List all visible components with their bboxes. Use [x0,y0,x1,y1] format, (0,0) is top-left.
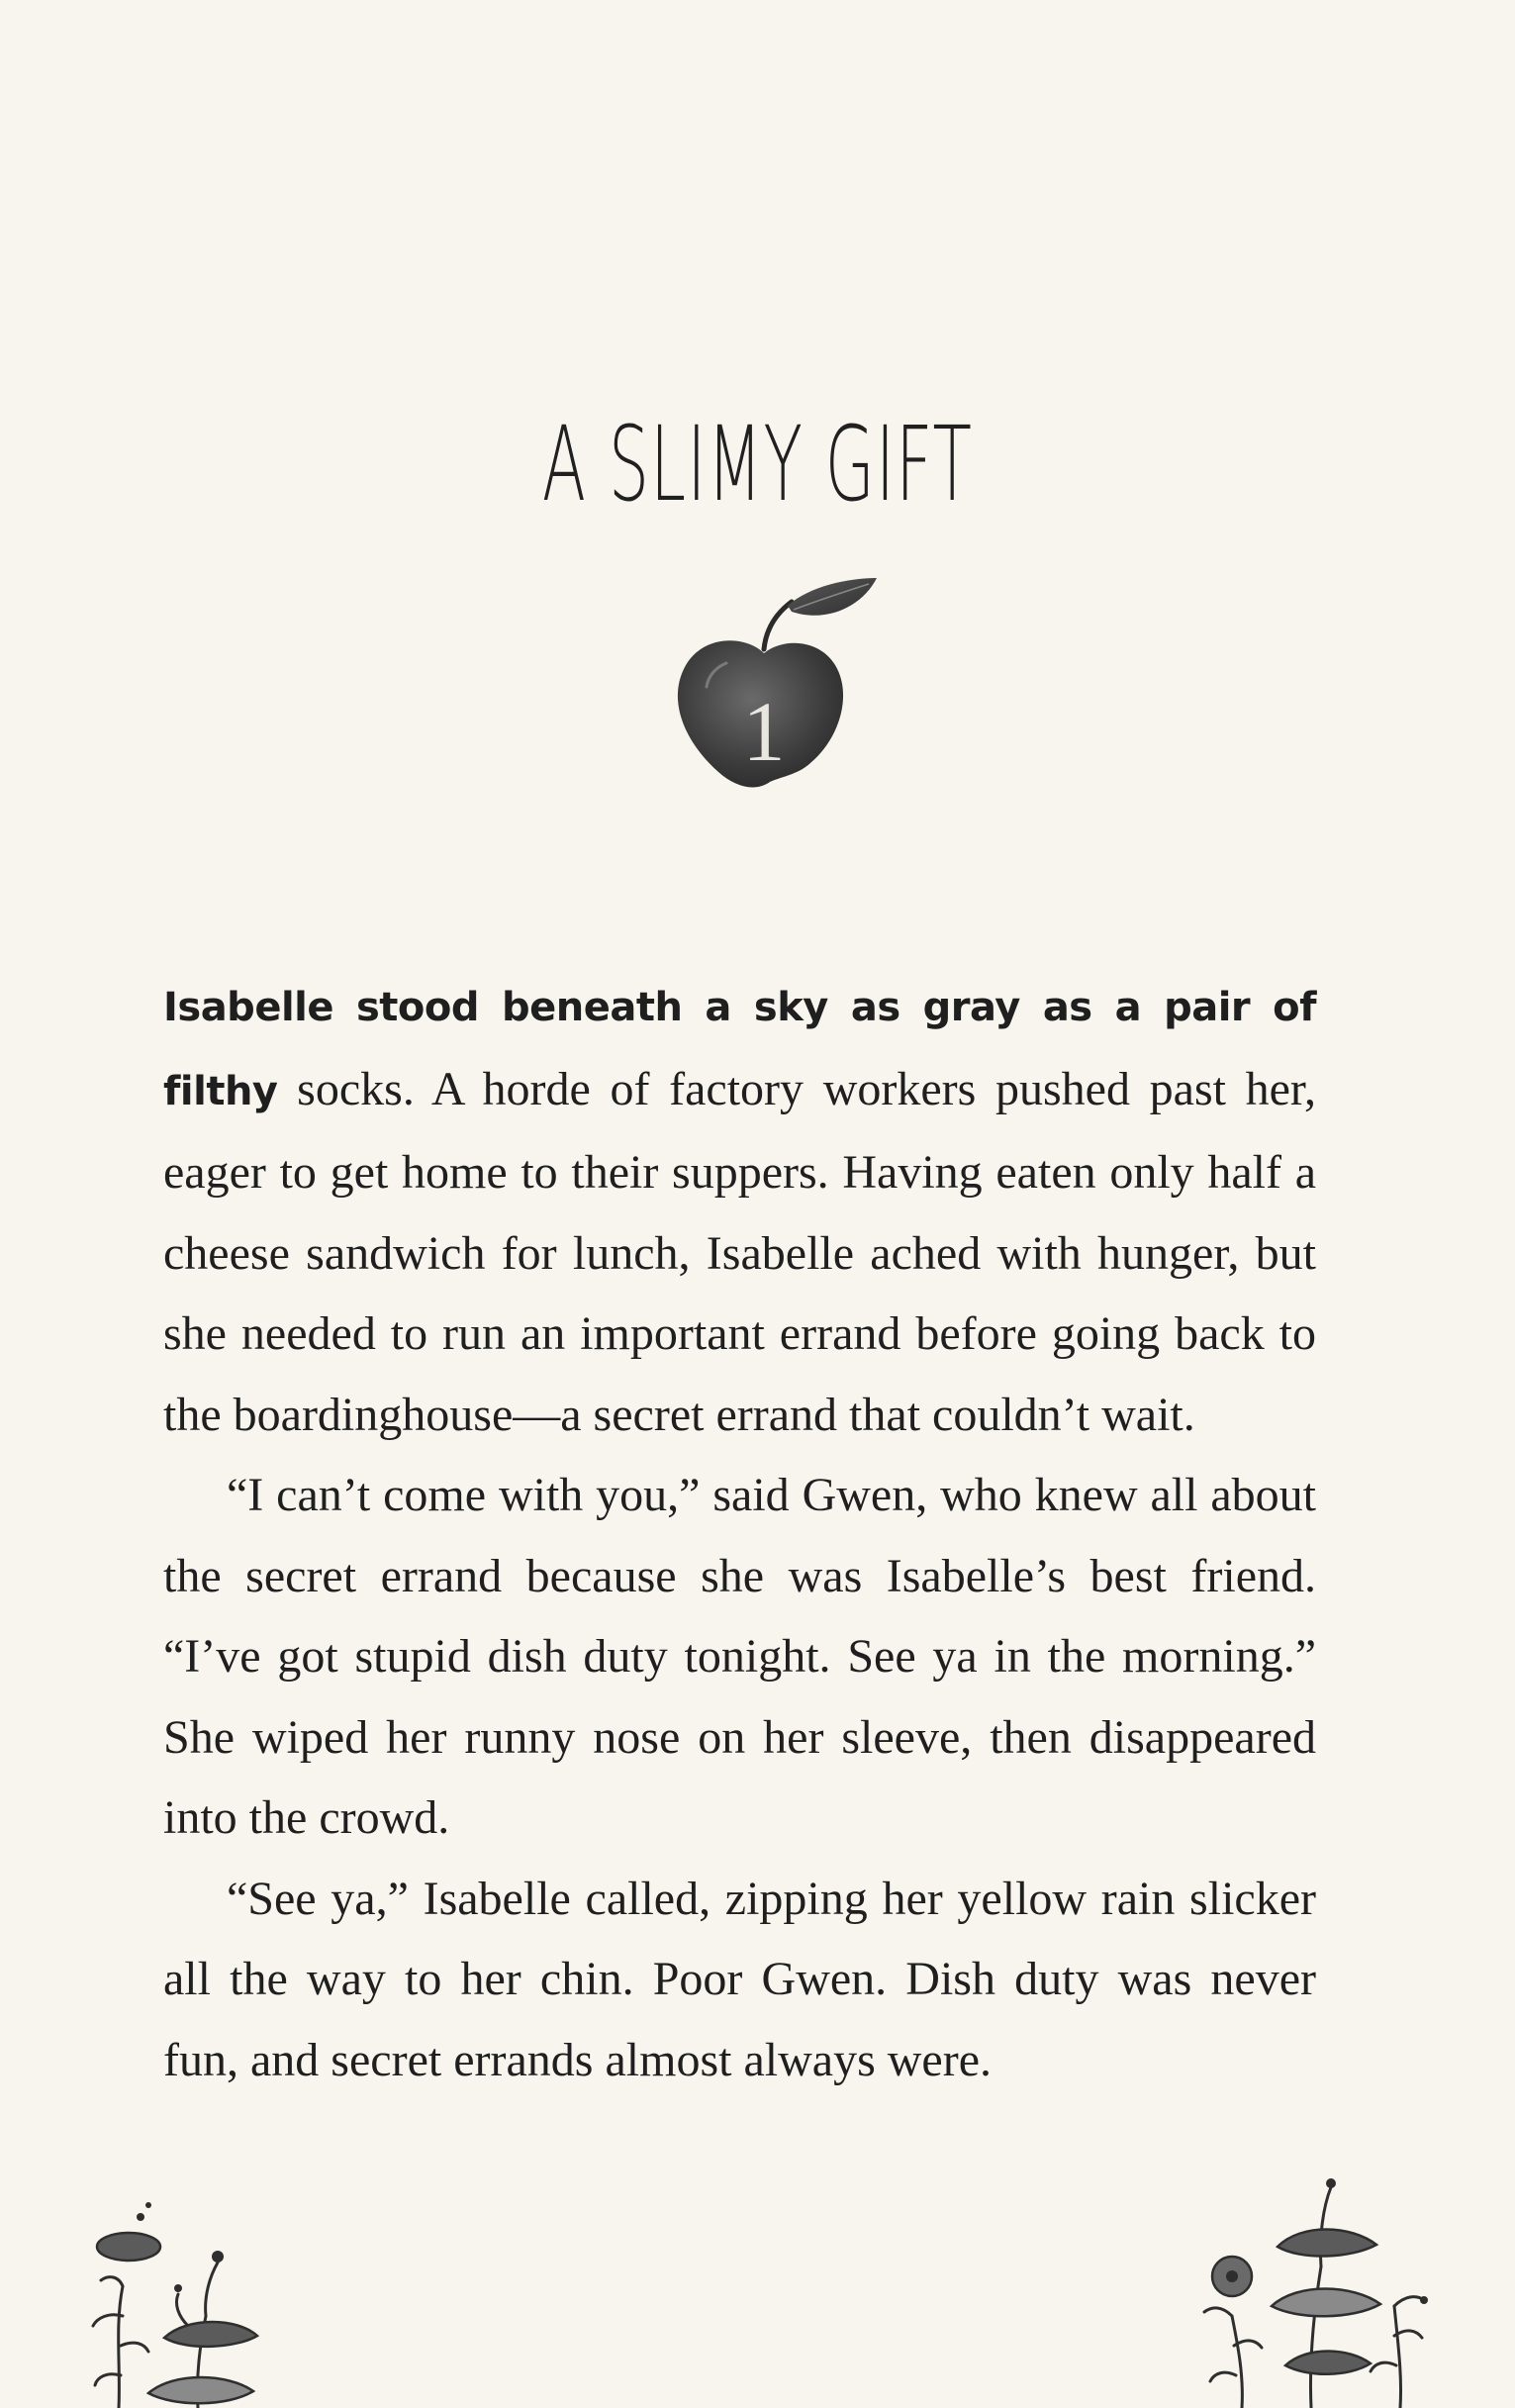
paragraph-2: “I can’t come with you,” said Gwen, who knew all about the secret errand because she was Isabelle’s best friend. “I’ve got stupid dish duty tonight. See ya in the morning.” She wiped her runny nose on her sleeve, then disappeared into the crowd. [163,1469,1316,1844]
flower-doodle-icon [79,2177,297,2408]
paragraph-3: “See ya,” Isabelle called, zipping her yellow rain slicker all the way to her chin. Poor Gwen. Dish duty was never fun, and secret errands almost always were. [163,1872,1316,2086]
apple-icon [661,572,889,795]
paragraph-1-text: socks. A horde of factory workers pushed past her, eager to get home to their suppers. Having eaten only half a cheese sandwich for lunch, Isabelle ached with hunger, but she needed to run an important errand before going back to the boardinghouse—a secret errand that couldn’t wait. [163,1062,1316,1441]
chapter-body [163,965,1316,2100]
lead-in-text: Isabelle stood beneath a sky as gray as a pair of filthy [163,985,1316,1114]
paragraph-1 [163,965,1316,1455]
chapter-number: 1 [742,684,786,779]
flower-doodle-icon [1183,2158,1440,2408]
chapter-title: A SLIMY GIFT [541,404,974,525]
